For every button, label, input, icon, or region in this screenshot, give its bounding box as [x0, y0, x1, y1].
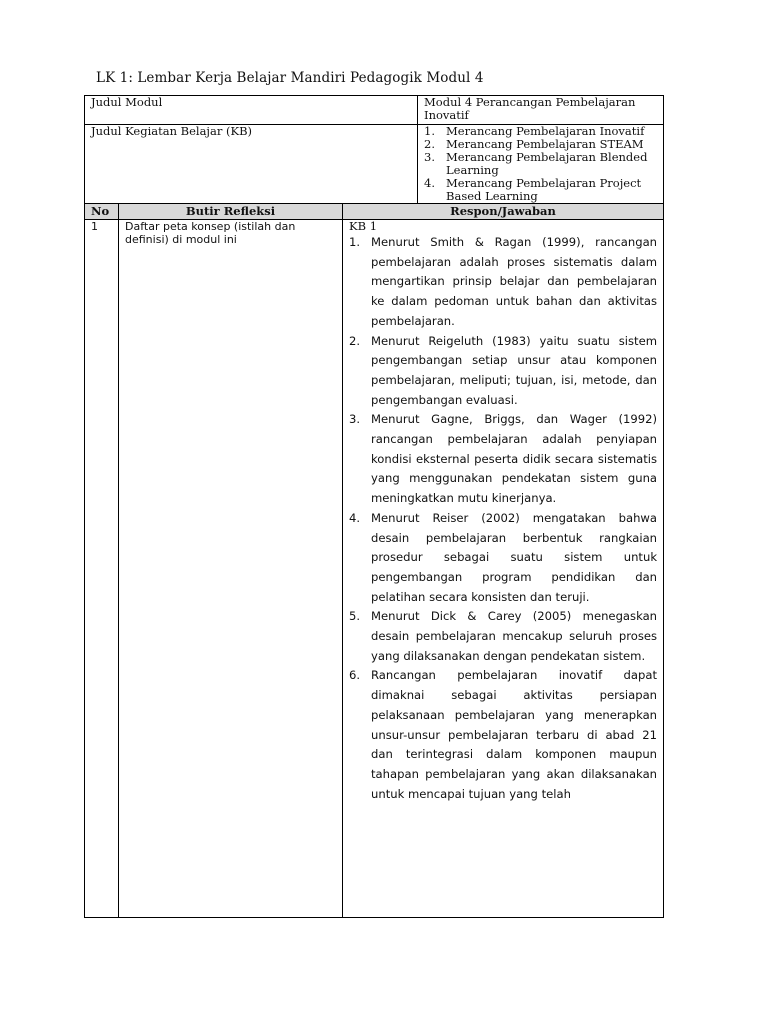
- list-item: 6. Rancangan pembelajaran inovatif dapat dimaknai sebagai aktivitas persiapan pelaksanaan pembelajaran yang menerapkan unsur-unsur pembelajaran terbaru di abad 21 dan terintegrasi dalam komponen maupun tahapan pembelajaran yang akan dilaksanakan untuk mencapai tujuan yang telah: [349, 668, 658, 801]
- kb-label: KB 1: [349, 219, 378, 233]
- judul-modul-row: [85, 96, 664, 125]
- list-item: 3. Merancang Pembelajaran Blended Learning: [424, 150, 648, 177]
- kb-list: [424, 125, 657, 203]
- list-item: 1. Merancang Pembelajaran Inovatif: [424, 124, 645, 138]
- header-respon-jawaban: Respon/Jawaban: [343, 204, 664, 220]
- judul-modul-label: Judul Modul: [85, 96, 418, 125]
- list-item: 2. Menurut Reigeluth (1983) yaitu suatu sistem pengembangan setiap unsur atau komponen pembelajaran, meliputi; tujuan, isi, metode, dan pengembangan evaluasi.: [349, 333, 658, 407]
- list-item: 3. Menurut Gagne, Briggs, dan Wager (1992) rancangan pembelajaran adalah penyiapan kondisi eksternal peserta didik secara sistematis yang menggunakan pendekatan sistem guna meningkatkan mutu kinerjanya.: [349, 412, 658, 506]
- list-item: 4. Merancang Pembelajaran Project Based Learning: [424, 176, 642, 203]
- judul-modul-value: Modul 4 Perancangan Pembelajaran Inovatif: [418, 96, 664, 125]
- worksheet-table: [84, 95, 664, 918]
- respon-cell: [343, 220, 664, 918]
- list-item: 5. Menurut Dick & Carey (2005) menegaskan desain pembelajaran mencakup seluruh proses yang dilaksanakan dengan pendekatan sistem.: [349, 609, 658, 663]
- list-item: 4. Menurut Reiser (2002) mengatakan bahwa desain pembelajaran berbentuk rangkaian prosedur sebagai suatu sistem untuk pengembangan program pendidikan dan pelatihan secara konsisten dan teruji.: [349, 510, 658, 604]
- header-butir-refleksi: Butir Refleksi: [119, 204, 343, 220]
- document-title: LK 1: Lembar Kerja Belajar Mandiri Pedagogik Modul 4: [96, 70, 484, 86]
- butir-refleksi-text: Daftar peta konsep (istilah dan definisi) di modul ini: [119, 220, 343, 918]
- respon-list: [349, 233, 657, 804]
- row-number: 1: [85, 220, 119, 918]
- kb-list-cell: [418, 125, 664, 204]
- list-item: 1. Menurut Smith & Ragan (1999), rancangan pembelajaran adalah proses sistematis dalam mengartikan prinsip belajar dan pembelajaran ke dalam pedoman untuk bahan dan aktivitas pembelajaran.: [349, 235, 658, 328]
- list-item: 2. Merancang Pembelajaran STEAM: [424, 137, 644, 151]
- judul-kb-row: [85, 125, 664, 204]
- table-header-row: [85, 204, 664, 220]
- judul-kb-label: Judul Kegiatan Belajar (KB): [85, 125, 418, 204]
- table-row: [85, 220, 664, 918]
- header-no: No: [85, 204, 119, 220]
